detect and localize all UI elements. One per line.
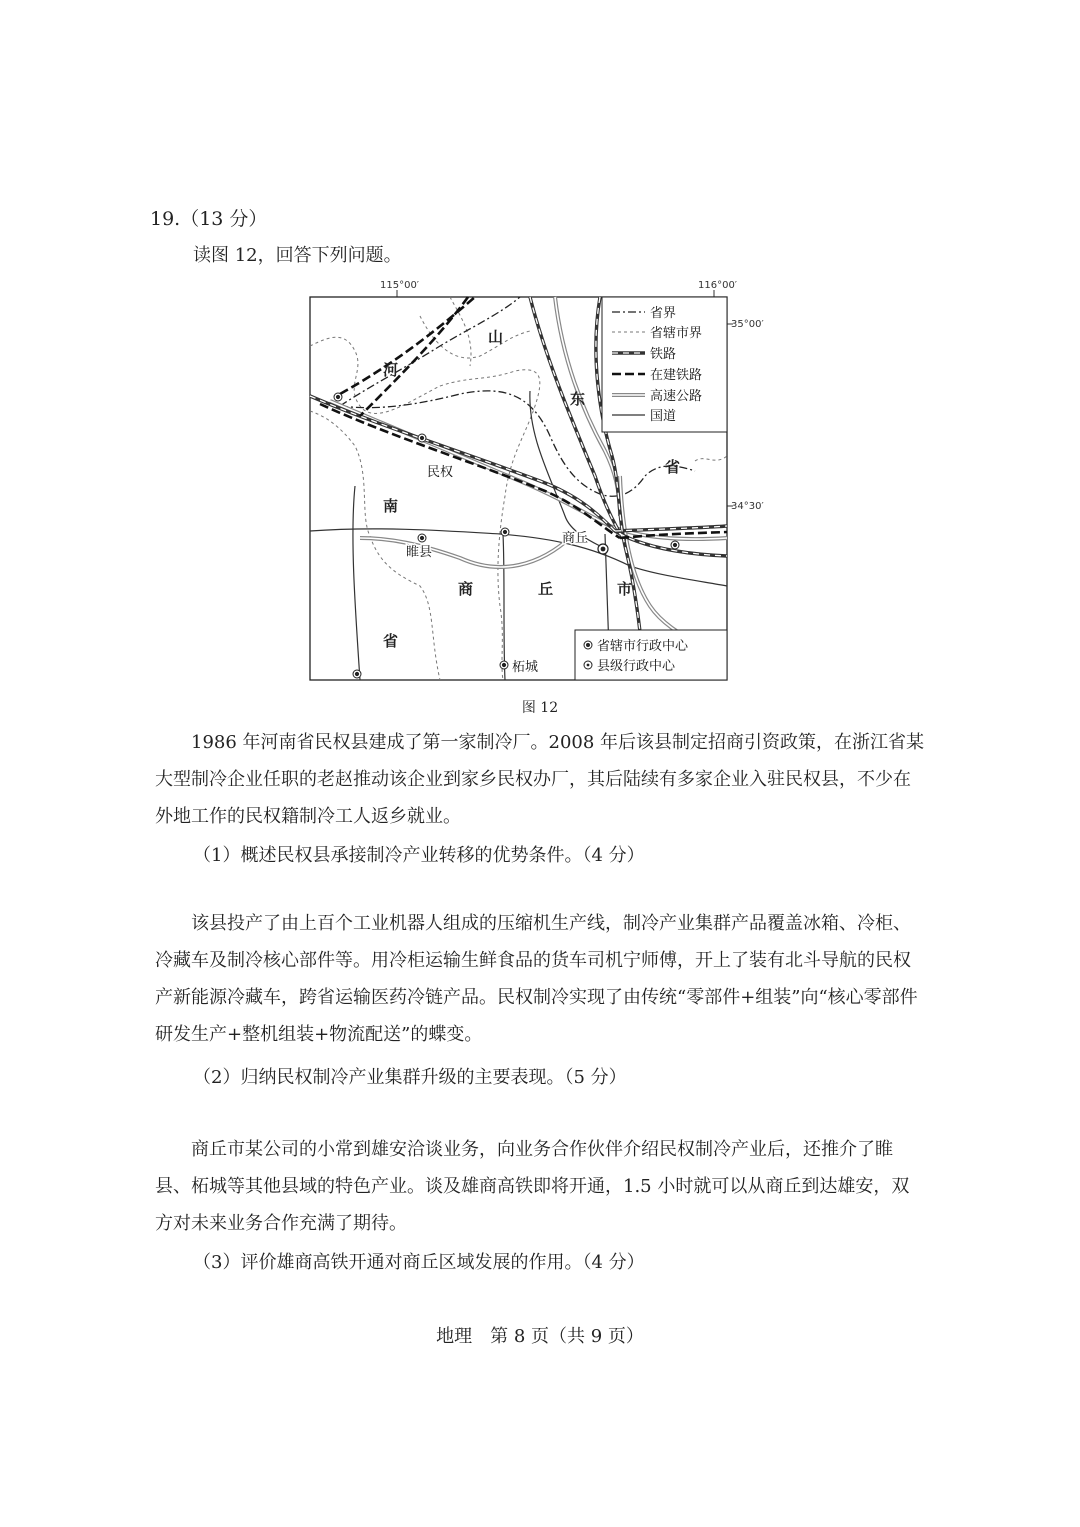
place-minquan: 民权	[427, 465, 454, 480]
legend-county-center: 县级行政中心	[597, 659, 676, 674]
legend-city-boundary: 省辖市界	[650, 326, 703, 341]
lon-label-115: 115°00′	[380, 280, 420, 291]
region-qiu: 丘	[538, 580, 554, 598]
paragraph-1: 1986 年河南省民权县建成了第一家制冷厂。2008 年后该县制定招商引资政策，在浙江省某大型制冷企业任职的老赵推动该企业到家乡民权办厂，其后陆续有多家企业入驻民权县，不少在外地工作的民权籍制冷工人返乡就业。	[155, 732, 925, 827]
region-shi: 市	[617, 580, 633, 598]
figure-caption: 图 12	[521, 700, 559, 716]
lat-label-35: 35°00′	[731, 319, 764, 330]
legend-city-center: 省辖市行政中心	[597, 639, 689, 654]
lon-label-116: 116°00′	[698, 280, 738, 291]
sub-question-1: （1）概述民权县承接制冷产业转移的优势条件。（4 分）	[193, 845, 645, 866]
region-nan: 南	[383, 497, 399, 515]
figure-12-map	[300, 276, 764, 686]
region-sheng-e: 省	[665, 458, 681, 476]
point-legend	[575, 630, 727, 680]
region-sheng-w: 省	[383, 632, 399, 650]
legend-railway-construction: 在建铁路	[650, 368, 703, 383]
question-intro: 读图 12，回答下列问题。	[193, 245, 402, 266]
region-he: 河	[383, 361, 399, 379]
question-number: 19.（13 分）	[150, 208, 268, 230]
sub-question-2: （2）归纳民权制冷产业集群升级的主要表现。（5 分）	[193, 1067, 627, 1088]
place-suixian: 睢县	[406, 545, 433, 560]
city-center-marker	[598, 544, 608, 554]
sub-question-3: （3）评价雄商高铁开通对商丘区域发展的作用。（4 分）	[193, 1252, 645, 1273]
legend-expressway: 高速公路	[650, 389, 703, 404]
place-shangqiu: 商丘	[562, 531, 589, 546]
lat-label-34-30: 34°30′	[731, 501, 764, 512]
region-dong: 东	[570, 390, 586, 408]
paragraph-2: 该县投产了由上百个工业机器人组成的压缩机生产线，制冷产业集群产品覆盖冰箱、冷柜、冷藏车及制冷核心部件等。用冷柜运输生鲜食品的货车司机宁师傅，开上了装有北斗导航的民权产新能源冷藏车，跨省运输医药冷链产品。民权制冷实现了由传统“零部件+组装”向“核心零部件研发生产+整机组装+物流配送”的蝶变。	[155, 913, 918, 1045]
legend-railway: 铁路	[650, 347, 677, 362]
legend-national-road: 国道	[650, 409, 677, 424]
line-legend	[602, 297, 727, 432]
region-shang: 商	[458, 580, 474, 598]
paragraph-3: 商丘市某公司的小常到雄安洽谈业务，向业务合作伙伴介绍民权制冷产业后，还推介了睢县、柘城等其他县域的特色产业。谈及雄商高铁即将开通，1.5 小时就可以从商丘到达雄安，双方对未来业务合作充满了期待。	[155, 1139, 910, 1234]
legend-province: 省界	[650, 306, 677, 321]
place-zhecheng: 柘城	[512, 660, 539, 675]
region-shan: 山	[488, 328, 504, 346]
page-footer: 地理 第 8 页（共 9 页）	[436, 1326, 644, 1347]
